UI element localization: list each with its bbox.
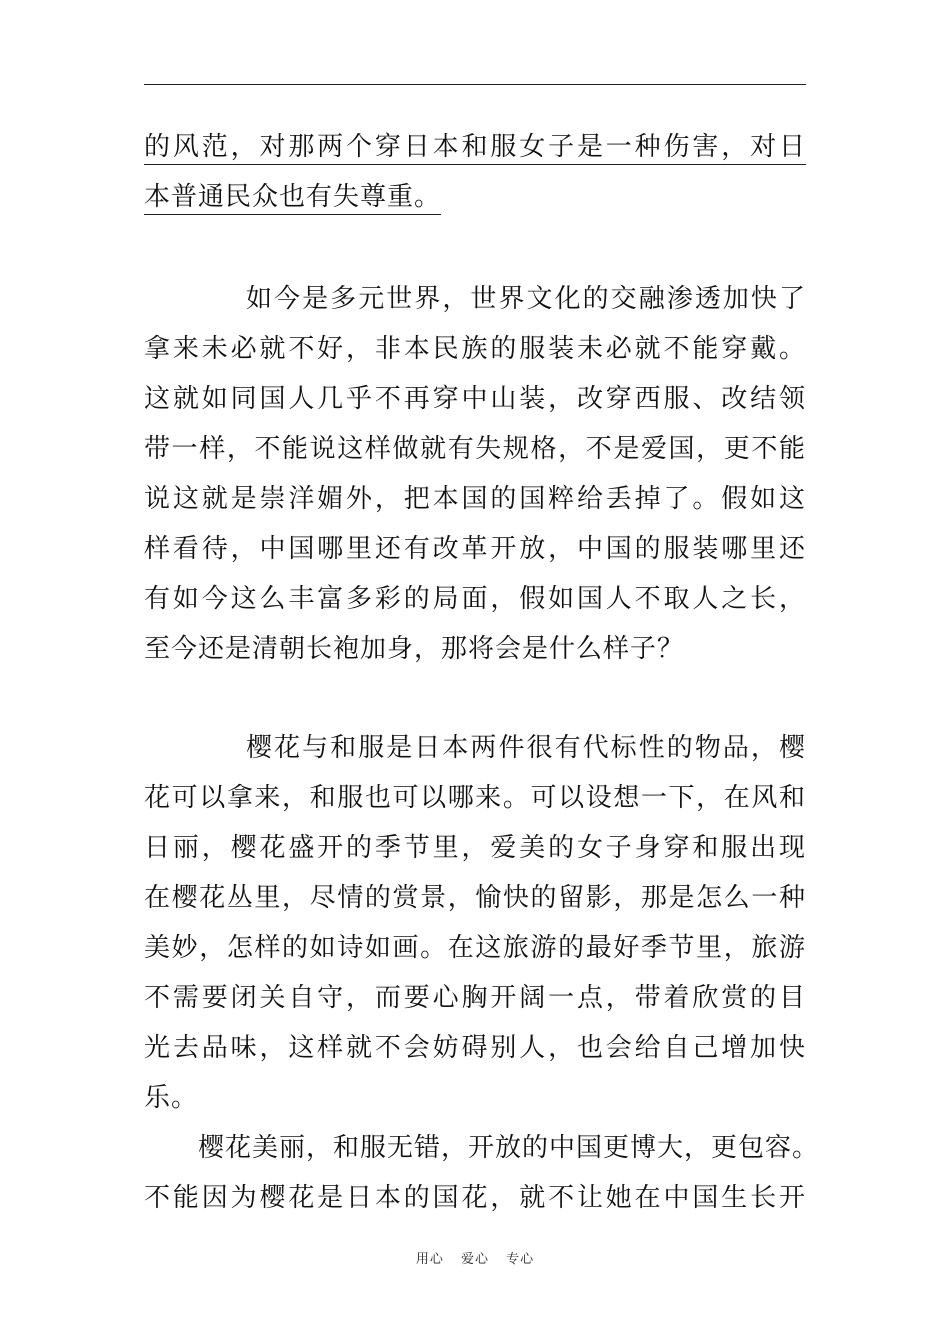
text-line: 花可以拿来，和服也可以哪来。可以设想一下，在风和 [144, 783, 806, 813]
text-line: 拿来未必就不好，非本民族的服装未必就不能穿戴。 [144, 334, 806, 364]
text-line: 说这就是崇洋媚外，把本国的国粹给丢掉了。假如这 [144, 484, 806, 514]
text-line: 样看待，中国哪里还有改革开放，中国的服装哪里还 [144, 534, 806, 564]
text-line: 本普通民众也有失尊重。 [144, 178, 806, 216]
header-rule [144, 84, 806, 85]
text-line: 至今还是清朝长袍加身，那将会是什么样子？ [144, 634, 685, 664]
paragraph-first-line: 樱花美丽，和服无错，开放的中国更博大，更包容。 [198, 1133, 820, 1163]
paragraph-first-line: 樱花与和服是日本两件很有代标性的物品，樱 [246, 733, 806, 763]
text-line: 乐。 [144, 1083, 199, 1113]
text-line: 不能因为樱花是日本的国花，就不让她在中国生长开 [144, 1183, 806, 1213]
page-footer: 用心 爱心 专心 [415, 1252, 535, 1267]
text-line: 带一样，不能说这样做就有失规格，不是爱国，更不能 [144, 434, 806, 464]
paragraph-first-line: 如今是多元世界，世界文化的交融渗透加快了 [246, 284, 806, 314]
text-line: 日丽，樱花盛开的季节里，爱美的女子身穿和服出现 [144, 833, 806, 863]
text-line: 不需要闭关自守，而要心胸开阔一点，带着欣赏的目 [144, 983, 806, 1013]
text-line: 这就如同国人几乎不再穿中山装，改穿西服、改结领 [144, 384, 806, 414]
text-line: 在樱花丛里，尽情的赏景，愉快的留影，那是怎么一种 [144, 883, 806, 913]
text-line: 的风范，对那两个穿日本和服女子是一种伤害，对日 [144, 128, 806, 166]
text-line: 美妙，怎样的如诗如画。在这旅游的最好季节里，旅游 [144, 933, 806, 963]
text-line: 有如今这么丰富多彩的局面，假如国人不取人之长， [144, 584, 806, 614]
text-line: 光去品味，这样就不会妨碍别人，也会给自己增加快 [144, 1033, 806, 1063]
